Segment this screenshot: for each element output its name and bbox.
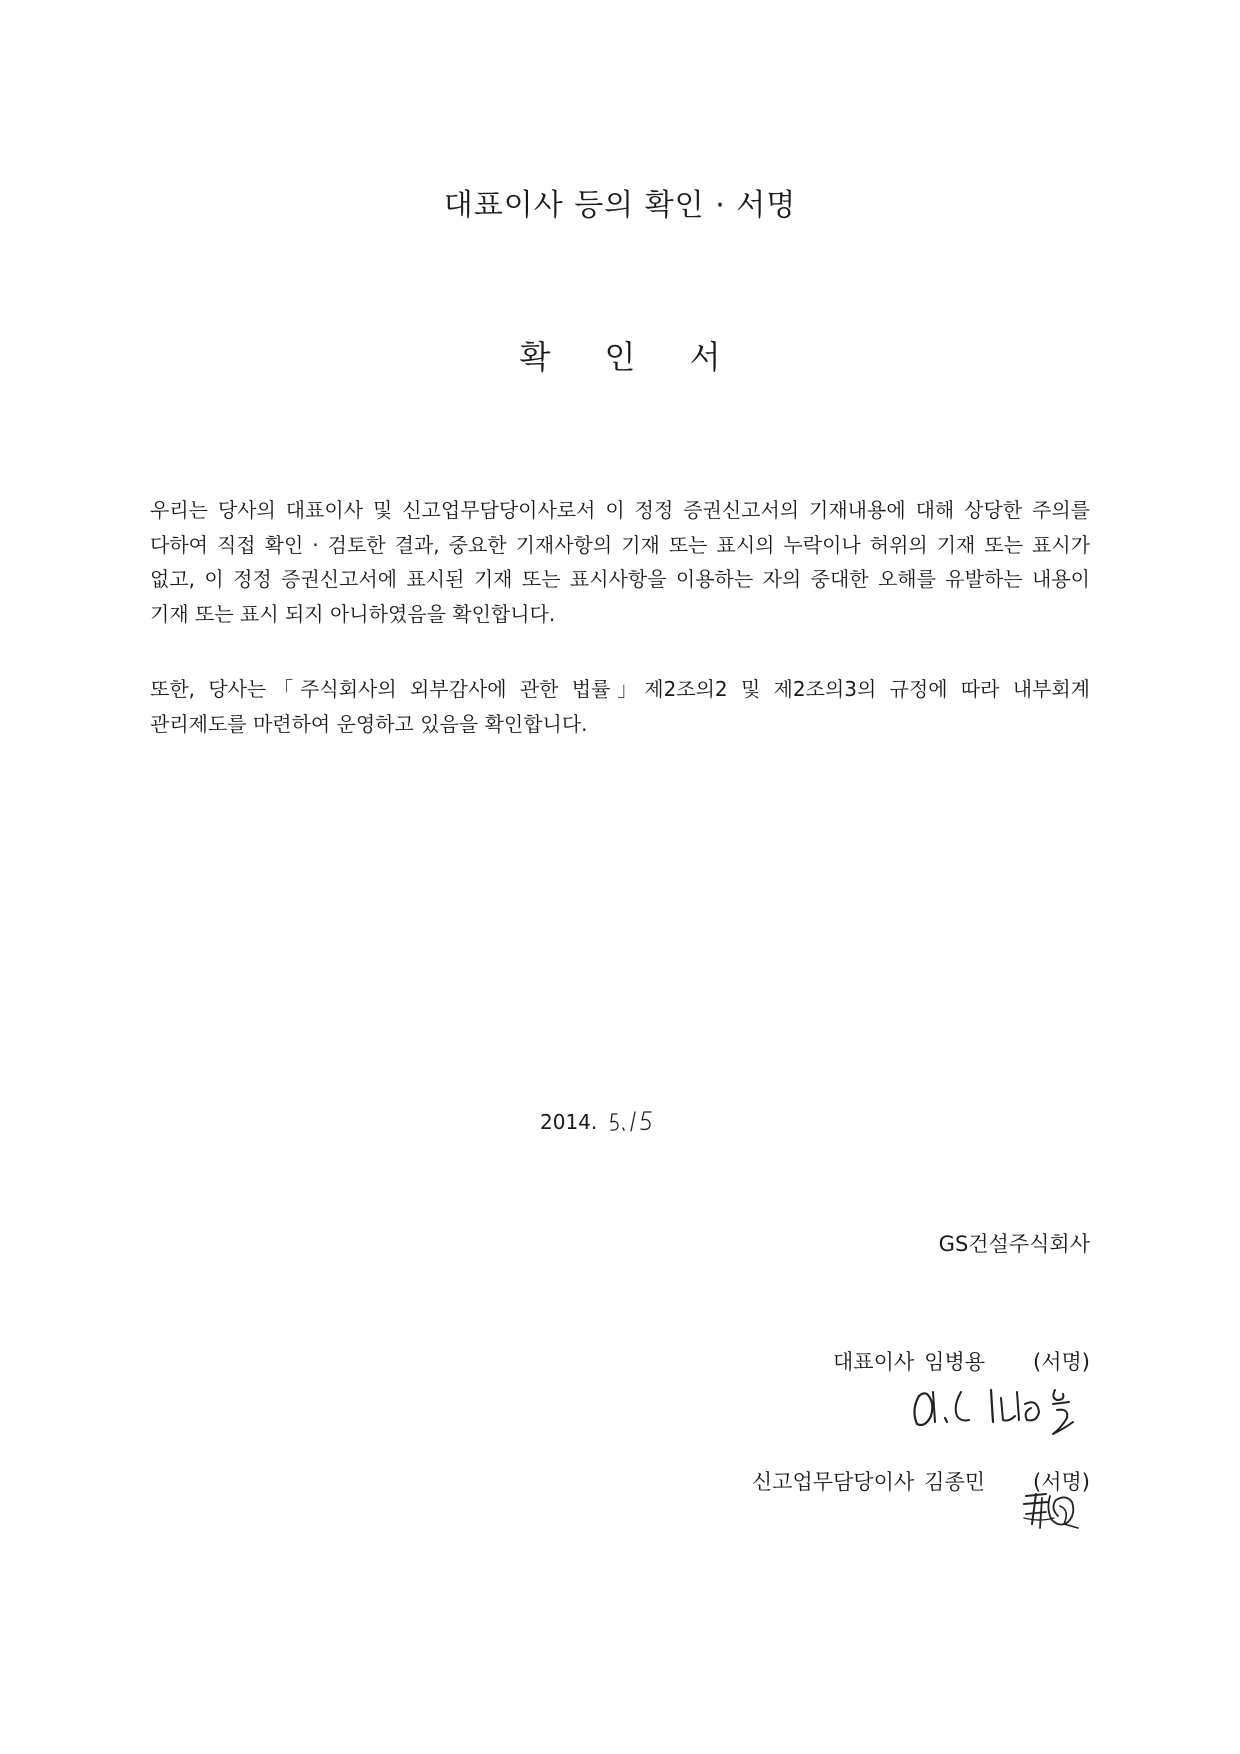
- signatory-name: 김종민: [924, 1470, 986, 1494]
- paragraph-internal-control: 또한, 당사는「주식회사의 외부감사에 관한 법률」제2조의2 및 제2조의3의 규정에 따라 내부회계 관리제도를 마련하여 운영하고 있음을 확인합니다.: [150, 677, 1090, 736]
- signatory-name: 임병용: [924, 1350, 986, 1374]
- signatory-role: 신고업무담당이사: [751, 1470, 915, 1494]
- date-handwritten: [607, 1106, 667, 1136]
- paragraph-confirmation: 우리는 당사의 대표이사 및 신고업무담당이사로서 이 정정 증권신고서의 기재내용에 대해 상당한 주의를 다하여 직접 확인 · 검토한 결과, 중요한 기재사항의 기재 또는 표시의 누락이나 허위의 기재 또는 표시가 없고, 이 정정 증권신고서에 표시된 기재 또는 표시사항을 이용하는 자의 중대한 오해를 유발하는 내용이 기재 또는 표시 되지 아니하였음을 확인합니다.: [150, 498, 1090, 626]
- document-title: 대표이사 등의 확인 · 서명: [443, 188, 797, 223]
- company-name: GS건설주식회사: [938, 1232, 1090, 1256]
- date-printed: 2014.: [540, 1110, 598, 1134]
- signatory-role: 대표이사: [833, 1350, 915, 1374]
- document-subtitle: 확 인 서: [519, 338, 743, 376]
- signature-label: (서명): [1033, 1470, 1090, 1494]
- signatory-ceo: [833, 1346, 1090, 1376]
- signature-label: (서명): [1033, 1350, 1090, 1374]
- signature-ceo: [905, 1378, 1085, 1440]
- signature-filing-director: [1020, 1488, 1084, 1532]
